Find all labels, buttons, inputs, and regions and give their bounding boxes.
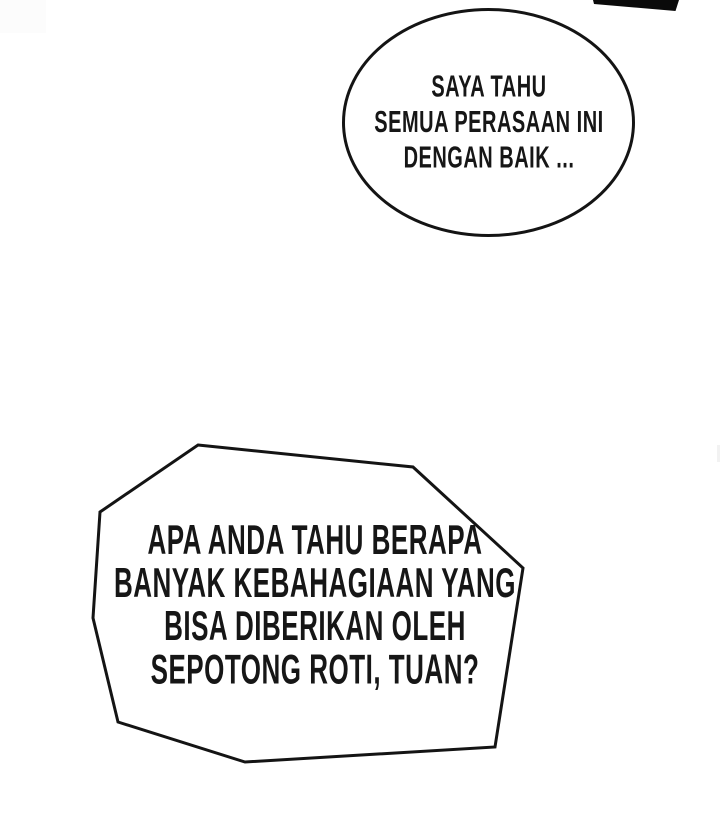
ellipse-bubble-text bbox=[374, 70, 603, 177]
speech-bubble-ellipse bbox=[338, 4, 640, 242]
polygon-bubble-text-layer bbox=[88, 440, 528, 770]
bubble-text-line: SEPOTONG ROTI, TUAN? bbox=[150, 645, 480, 693]
bubble-text-line: BANYAK KEBAHAGIAAN YANG bbox=[113, 558, 517, 607]
bubble-text-line: BISA DIBERIKAN OLEH bbox=[164, 601, 466, 650]
speech-bubble-polygon bbox=[88, 440, 528, 770]
polygon-bubble-text bbox=[113, 515, 517, 693]
bubble-text-line: APA ANDA TAHU BERAPA bbox=[147, 515, 483, 564]
bubble-text-line: DENGAN BAIK ... bbox=[403, 140, 575, 175]
bubble-text-line: SAYA TAHU bbox=[431, 69, 547, 104]
ellipse-bubble-text-layer bbox=[338, 4, 640, 242]
bubble-text-line: SEMUA PERASAAN INI bbox=[374, 105, 604, 140]
